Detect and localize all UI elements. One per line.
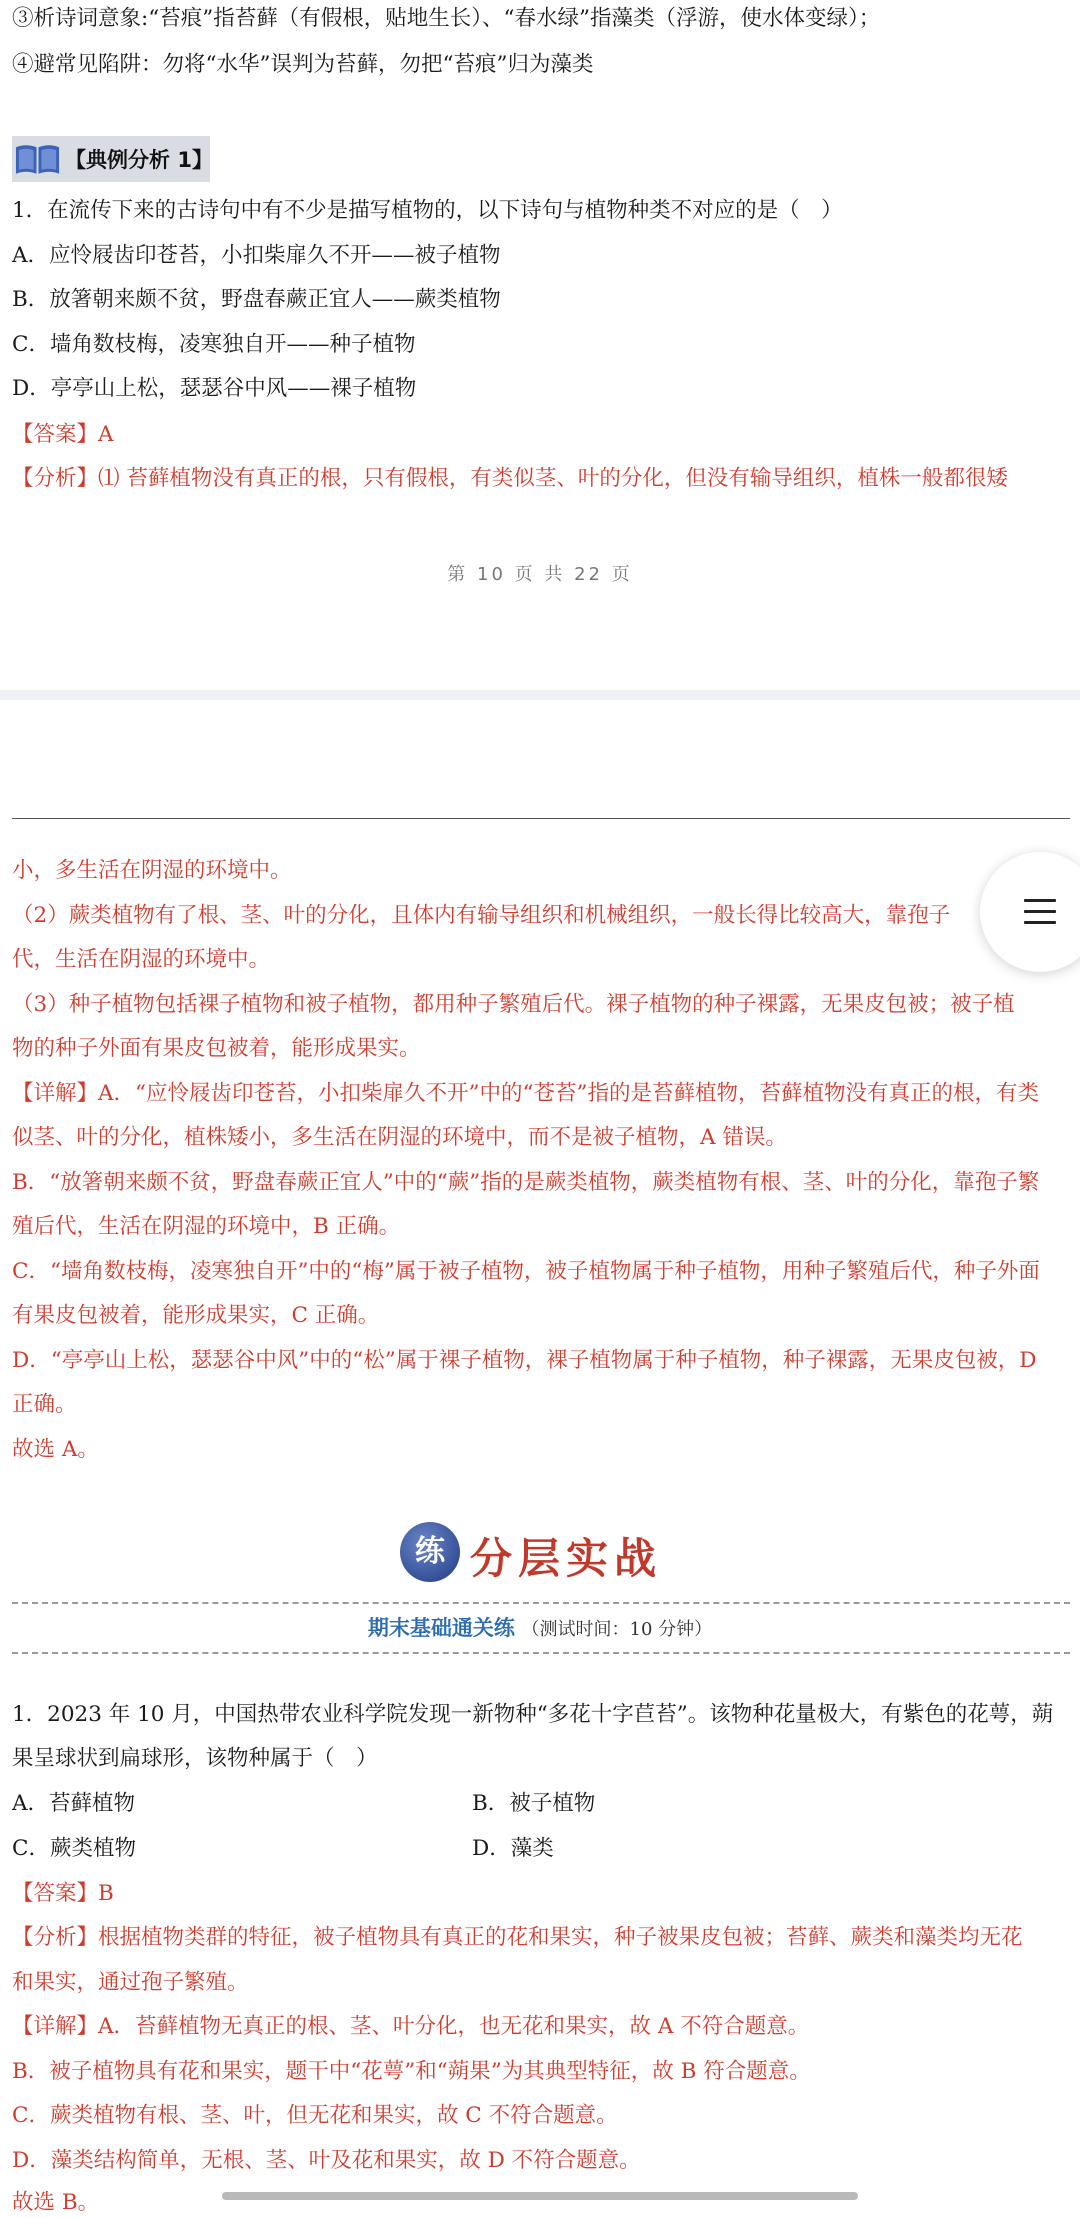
question-text: 1．2023 年 10 月，中国热带农业科学院发现一新物种“多花十字苣苔”。该物种花量极大，有紫色的花萼，蒴 <box>12 1702 1054 1727</box>
option-c: C．蕨类植物 <box>12 1836 136 1861</box>
badge-label: 【典例分析 1】 <box>65 148 213 172</box>
option-a: A．应怜屐齿印苍苔，小扣柴扉久不开——被子植物 <box>12 243 501 268</box>
option-a: A．苔藓植物 <box>12 1791 136 1816</box>
explanation-line: C．“墙角数枝梅，凌寒独自开”中的“梅”属于被子植物，被子植物属于种子植物，用种子繁殖后代，种子外面 <box>12 1259 1040 1284</box>
option-c: C．墙角数枝梅，凌寒独自开——种子植物 <box>12 332 416 357</box>
explanation-line: （3）种子植物包括裸子植物和被子植物，都用种子繁殖后代。裸子植物的种子裸露，无果皮包被；被子植 <box>12 992 1015 1017</box>
answer-text: 【答案】A <box>12 422 114 447</box>
menu-icon <box>1024 899 1056 932</box>
detail-text: C．蕨类植物有根、茎、叶，但无花和果实，故 C 不符合题意。 <box>12 2103 618 2128</box>
explanation-line: 故选 A。 <box>12 1437 99 1462</box>
explanation-line: 物的种子外面有果皮包被着，能形成果实。 <box>12 1036 421 1061</box>
subsection-title: 期末基础通关练 <box>367 1616 515 1640</box>
header-rule <box>12 818 1070 819</box>
detail-text: B．被子植物具有花和果实，题干中“花萼”和“蒴果”为其典型特征，故 B 符合题意。 <box>12 2059 811 2084</box>
text-line: ③析诗词意象:“苔痕”指苔藓（有假根，贴地生长）、“春水绿”指藻类（浮游，使水体变绿）； <box>12 6 881 31</box>
explanation-line: 小，多生活在阴湿的环境中。 <box>12 858 292 883</box>
home-indicator[interactable] <box>222 2192 858 2200</box>
explanation-line: 【详解】A．“应怜屐齿印苍苔，小扣柴扉久不开”中的“苍苔”指的是苔藓植物，苔藓植物没有真正的根，有类 <box>12 1081 1039 1106</box>
explanation-line: 殖后代，生活在阴湿的环境中，B 正确。 <box>12 1214 401 1239</box>
explanation-line: 正确。 <box>12 1392 77 1417</box>
subsection-time: （测试时间：10 分钟） <box>521 1619 713 1640</box>
option-d: D．藻类 <box>472 1836 554 1861</box>
dashed-divider <box>12 1652 1070 1654</box>
document-page-10 <box>0 0 1080 690</box>
analysis-text: 和果实，通过孢子繁殖。 <box>12 1970 249 1995</box>
explanation-line: B．“放箸朝来颇不贫，野盘春蕨正宜人”中的“蕨”指的是蕨类植物，蕨类植物有根、茎、叶的分化，靠孢子繁 <box>12 1170 1040 1195</box>
analysis-text: 【分析】⑴ 苔藓植物没有真正的根，只有假根，有类似茎、叶的分化，但没有输导组织，植株一般都很矮 <box>12 466 1008 491</box>
section-banner <box>400 1518 680 1588</box>
explanation-line: D．“亭亭山上松，瑟瑟谷中风”中的“松”属于裸子植物，裸子植物属于种子植物，种子裸露，无果皮包被，D <box>12 1348 1037 1373</box>
page-number: 第 10 页 共 22 页 <box>447 564 633 585</box>
detail-text: 故选 B。 <box>12 2190 100 2215</box>
explanation-line: 代，生活在阴湿的环境中。 <box>12 947 271 972</box>
option-b: B．被子植物 <box>472 1791 596 1816</box>
section-title: 分层实战 <box>470 1534 663 1583</box>
option-b: B．放箸朝来颇不贫，野盘春蕨正宜人——蕨类植物 <box>12 287 501 312</box>
detail-text: D．藻类结构简单，无根、茎、叶及花和果实，故 D 不符合题意。 <box>12 2148 641 2173</box>
book-icon <box>14 141 61 177</box>
page-separator <box>0 690 1080 700</box>
practice-badge: 练 <box>400 1522 460 1582</box>
question-text: 果呈球状到扁球形，该物种属于（ ） <box>12 1746 378 1771</box>
text-line: ④避常见陷阱：勿将“水华”误判为苔藓，勿把“苔痕”归为藻类 <box>12 52 594 77</box>
dashed-divider <box>12 1602 1070 1604</box>
subsection-heading <box>0 1612 1080 1642</box>
example-badge <box>12 136 213 182</box>
explanation-line: 有果皮包被着，能形成果实，C 正确。 <box>12 1303 380 1328</box>
explanation-line: （2）蕨类植物有了根、茎、叶的分化，且体内有输导组织和机械组织，一般长得比较高大，靠孢子 <box>12 903 951 928</box>
analysis-text: 【分析】根据植物类群的特征，被子植物具有真正的花和果实，种子被果皮包被；苔藓、蕨类和藻类均无花 <box>12 1925 1023 1950</box>
detail-text: 【详解】A．苔藓植物无真正的根、茎、叶分化，也无花和果实，故 A 不符合题意。 <box>12 2014 810 2039</box>
option-d: D．亭亭山上松，瑟瑟谷中风——裸子植物 <box>12 376 417 401</box>
question-text: 1．在流传下来的古诗句中有不少是描写植物的，以下诗句与植物种类不对应的是（ ） <box>12 198 843 223</box>
answer-text: 【答案】B <box>12 1881 114 1906</box>
explanation-line: 似茎、叶的分化，植株矮小，多生活在阴湿的环境中，而不是被子植物，A 错误。 <box>12 1125 787 1150</box>
